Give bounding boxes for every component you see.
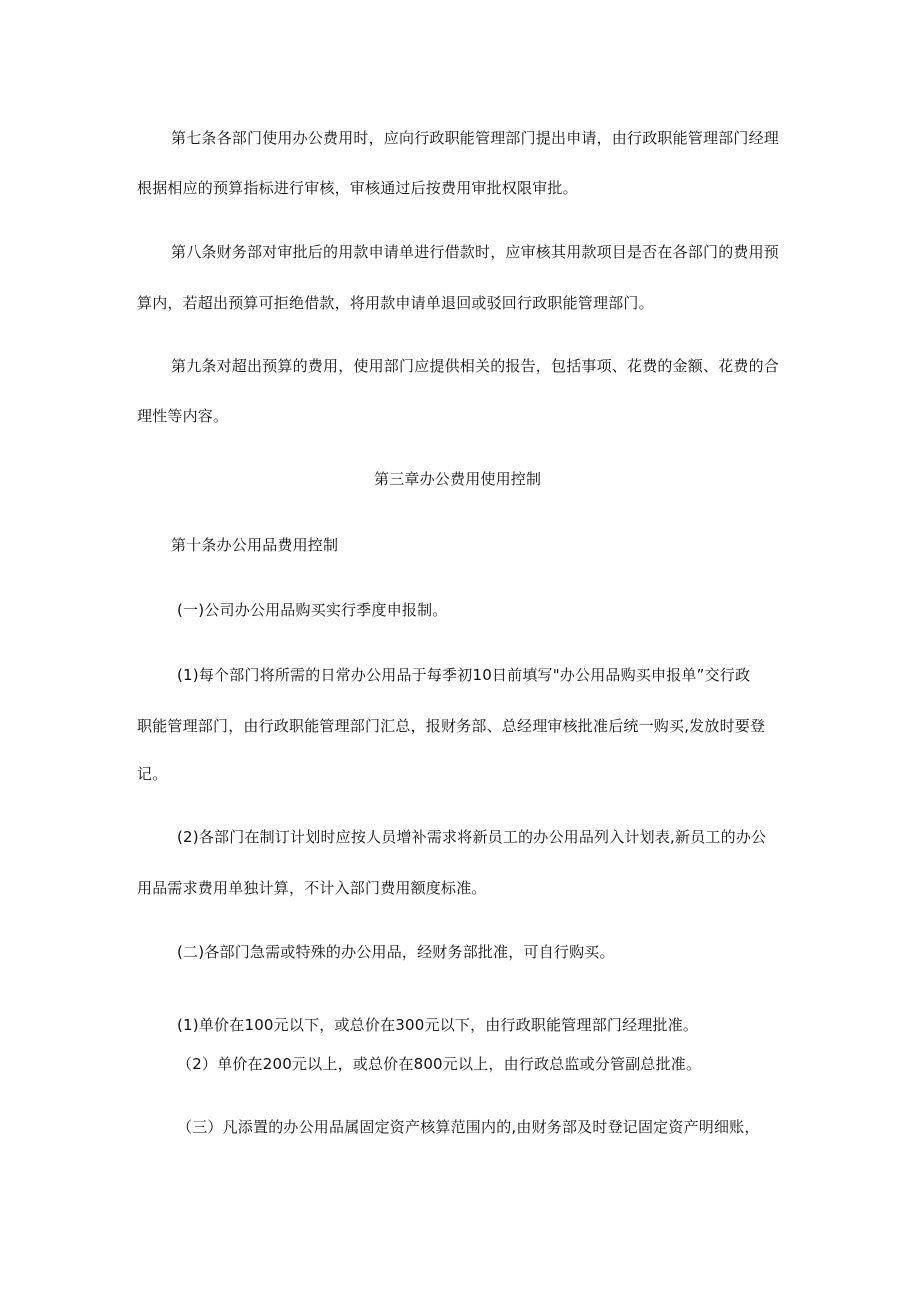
section-2-heading: (二)各部门急需或特殊的办公用品，经财务部批准，可自行购买。: [177, 943, 615, 961]
item-1-line-2: 职能管理部门，由行政职能管理部门汇总，报财务部、总经理审核批准后统一购买,发放时要登: [137, 717, 766, 735]
section-3-line-1: （三）凡添置的办公用品属固定资产核算范围内的,由财务部及时登记固定资产明细账，: [177, 1118, 760, 1136]
item-2-line-1: (2)各部门在制订计划时应按人员增补需求将新员工的办公用品列入计划表,新员工的办公: [177, 828, 767, 846]
article-9-line-1: 第九条对超出预算的费用，使用部门应提供相关的报告，包括事项、花费的金额、花费的合: [171, 357, 780, 375]
article-10-title: 第十条办公用品费用控制: [171, 536, 339, 554]
section-1-heading: (一)公司办公用品购买实行季度申报制。: [177, 601, 448, 619]
item-1-line-3: 记。: [137, 765, 168, 783]
section-2-item-2: （2）单价在200元以上，或总价在800元以上，由行政总监或分管副总批准。: [177, 1055, 702, 1073]
chapter-heading: 第三章办公费用使用控制: [374, 470, 542, 488]
article-9-line-2: 理性等内容。: [137, 407, 229, 425]
article-7-line-1: 第七条各部门使用办公费用时，应向行政职能管理部门提出申请，由行政职能管理部门经理: [171, 129, 780, 147]
article-8-line-1: 第八条财务部对审批后的用款申请单进行借款时，应审核其用款项目是否在各部门的费用预: [171, 243, 780, 261]
article-7-line-2: 根据相应的预算指标进行审核，审核通过后按费用审批权限审批。: [137, 179, 578, 197]
section-2-item-1: (1)单价在100元以下，或总价在300元以下，由行政职能管理部门经理批准。: [177, 1016, 699, 1034]
item-1-line-1: (1)每个部门将所需的日常办公用品于每季初10日前填写"办公用品购买申报单”交行政: [177, 666, 751, 684]
article-8-line-2: 算内，若超出预算可拒绝借款，将用款申请单退回或驳回行政职能管理部门。: [137, 294, 654, 312]
item-2-line-2: 用品需求费用单独计算，不计入部门费用额度标准。: [137, 879, 487, 897]
